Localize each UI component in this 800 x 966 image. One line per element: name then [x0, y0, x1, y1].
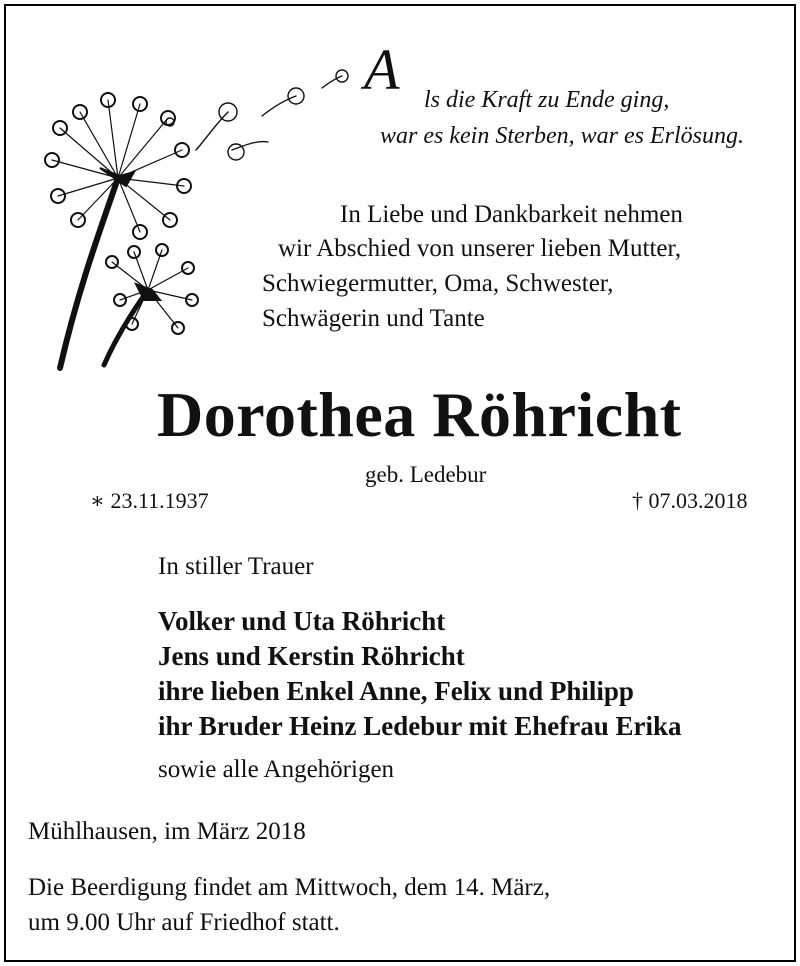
- mourner-family: ihre lieben Enkel Anne, Felix und Philipp: [158, 676, 634, 706]
- other-relatives: sowie alle Angehörigen: [158, 756, 395, 783]
- mourner-family: ihr Bruder Heinz Ledebur mit Ehefrau Erika: [158, 711, 682, 741]
- mourner-family: Volker und Uta Röhricht: [158, 606, 446, 636]
- mourning-heading: In stiller Trauer: [158, 553, 314, 580]
- motto: [364, 37, 744, 154]
- funeral-line-2: um 9.00 Uhr auf Friedhof statt.: [28, 909, 340, 936]
- intro-line-3: Schwiegermutter, Oma, Schwester,: [262, 270, 614, 297]
- funeral-info: [28, 870, 550, 940]
- place-date: Mühlhausen, im März 2018: [28, 818, 306, 845]
- motto-line-1: ls die Kraft zu Ende ging,: [424, 87, 670, 113]
- intro-line-1: In Liebe und Dankbarkeit nehmen: [340, 201, 683, 228]
- funeral-line-1: Die Beerdigung findet am Mittwoch, dem 14. März,: [28, 874, 551, 901]
- motto-line-2: war es kein Sterben, war es Erlösung.: [380, 123, 744, 149]
- maiden-name: geb. Ledebur: [365, 462, 487, 487]
- deceased-name: Dorothea Röhricht: [157, 379, 682, 450]
- death-date: † 07.03.2018: [632, 488, 748, 513]
- mourner-family: Jens und Kerstin Röhricht: [158, 641, 465, 671]
- intro-line-2: wir Abschied von unserer lieben Mutter,: [278, 235, 682, 262]
- motto-initial: A: [364, 37, 400, 102]
- birth-date: ∗ 23.11.1937: [90, 488, 209, 513]
- intro-line-4: Schwägerin und Tante: [262, 305, 485, 332]
